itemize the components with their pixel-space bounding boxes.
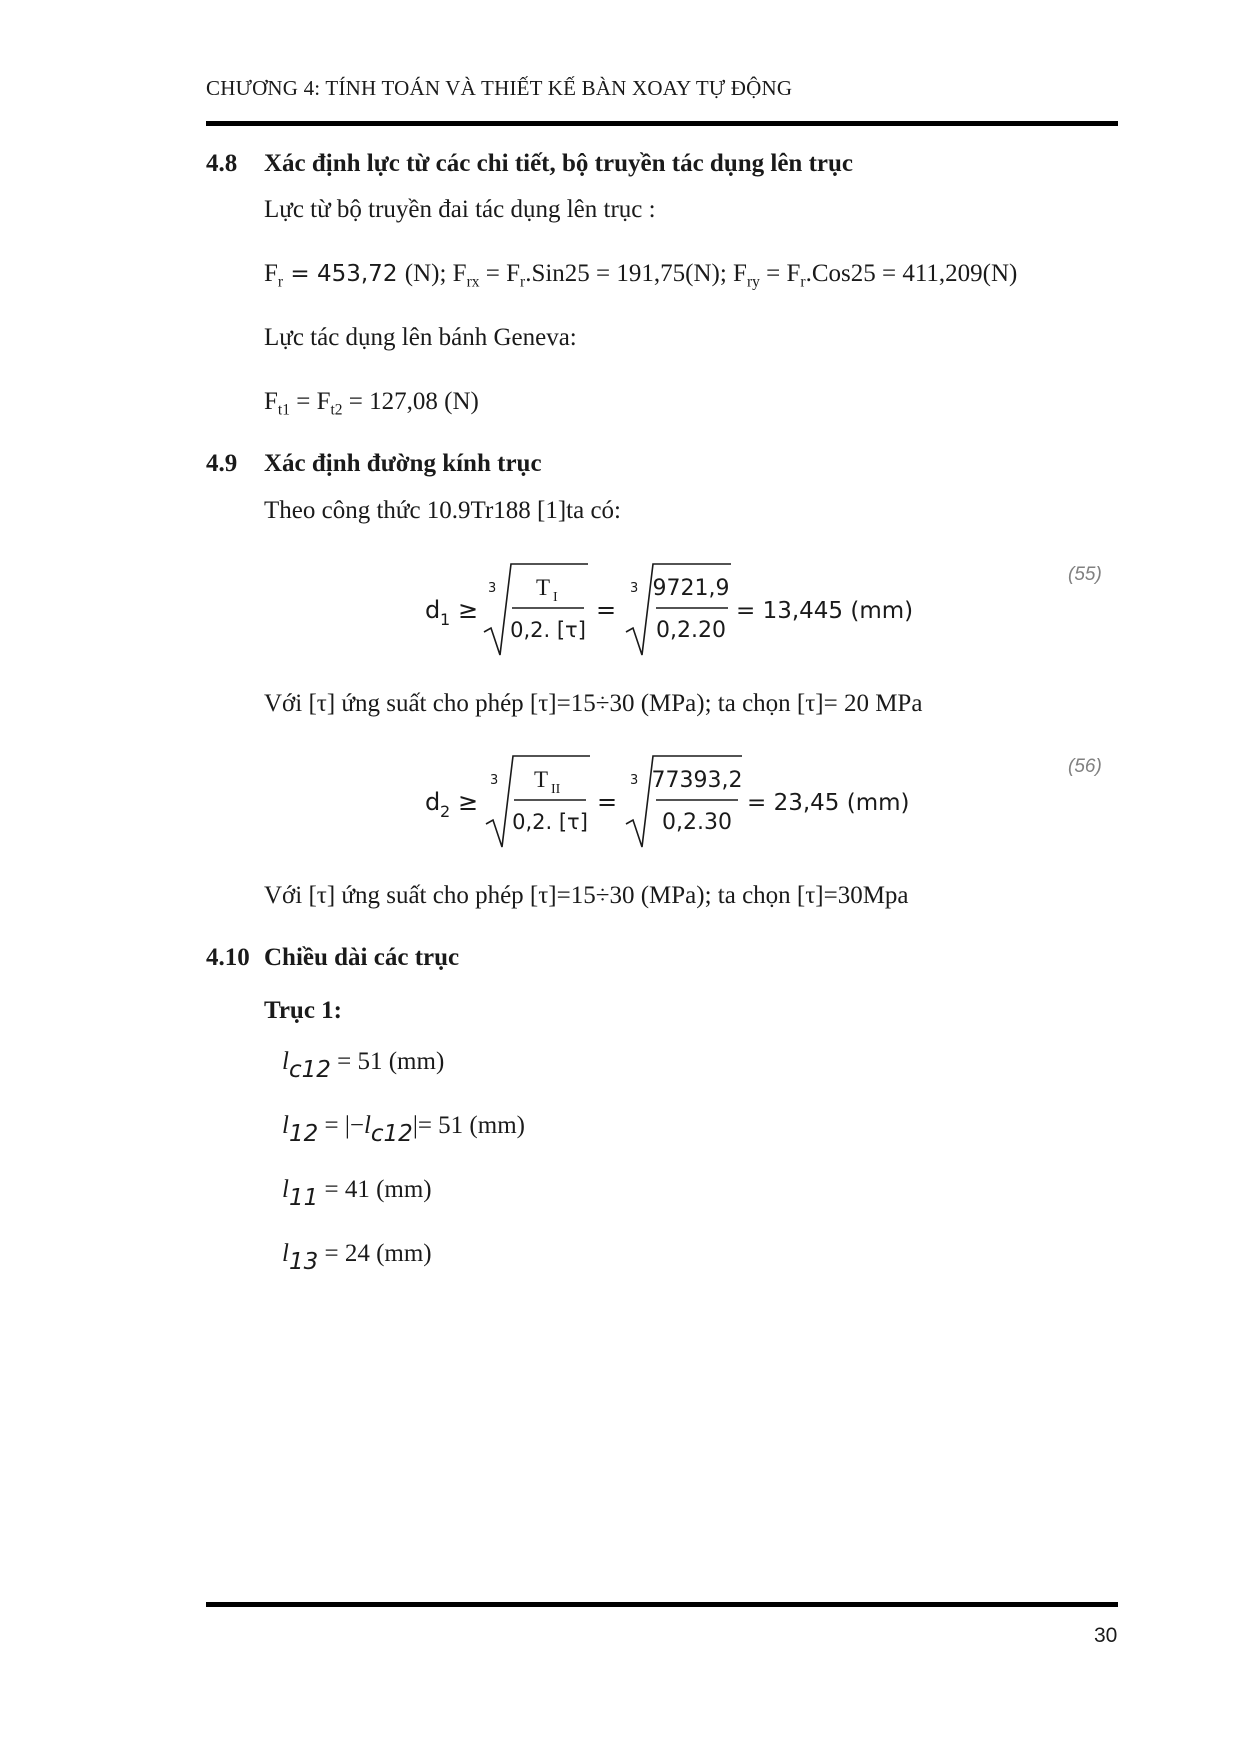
svg-text:≥: ≥: [458, 596, 479, 624]
svg-text:II: II: [551, 782, 561, 797]
svg-text:3: 3: [630, 773, 639, 788]
equation-number: (56): [1068, 756, 1102, 777]
svg-text:0,2.20: 0,2.20: [656, 618, 726, 643]
svg-text:2: 2: [440, 802, 451, 821]
section-number: 4.8: [206, 150, 238, 177]
length-line: $l_{12} = |-l_{c12}|= 51$ (mm): [282, 1112, 525, 1148]
svg-text:d: d: [425, 596, 441, 624]
paragraph: Với [τ] ứng suất cho phép [τ]=15÷30 (MPa); ta chọn [τ]=30Mpa: [264, 882, 909, 909]
section-4-8-heading: [206, 150, 853, 178]
paragraph: Với [τ] ứng suất cho phép [τ]=15÷30 (MPa); ta chọn [τ]= 20 MPa: [264, 690, 923, 717]
footer-rule: [206, 1602, 1118, 1607]
subheading: Trục 1:: [264, 997, 342, 1024]
svg-text:3: 3: [488, 581, 497, 596]
page-header-title: CHƯƠNG 4: TÍNH TOÁN VÀ THIẾT KẾ BÀN XOAY TỰ ĐỘNG: [206, 76, 793, 100]
svg-text:=: =: [597, 788, 618, 816]
section-number: 4.9: [206, 450, 238, 477]
svg-text:0,2. [τ]: 0,2. [τ]: [510, 618, 586, 642]
svg-text:T: T: [533, 767, 549, 792]
svg-text:d: d: [425, 788, 441, 816]
equation-56: [420, 752, 940, 852]
header-rule: [206, 121, 1118, 126]
paragraph: Theo công thức 10.9Tr188 [1]ta có:: [264, 497, 622, 524]
svg-text:1: 1: [440, 610, 451, 629]
equation-55: [420, 560, 940, 660]
svg-text:≥: ≥: [458, 788, 479, 816]
section-title: Chiều dài các trục: [264, 944, 460, 971]
section-4-9-heading: [206, 450, 542, 478]
page-number: 30: [1094, 1624, 1118, 1647]
svg-text:T: T: [535, 575, 551, 600]
equation-number: (55): [1068, 564, 1102, 585]
section-title: Xác định lực từ các chi tiết, bộ truyền tác dụng lên trục: [264, 150, 853, 177]
svg-text:3: 3: [490, 773, 499, 788]
svg-text:9721,9: 9721,9: [652, 576, 730, 601]
paragraph: Lực từ bộ truyền đai tác dụng lên trục :: [264, 196, 656, 223]
length-line: $l_{13} = 24$ (mm): [282, 1240, 432, 1276]
geneva-force-line: $F_{t1} = F_{t2} = 127,08$ (N): [264, 388, 479, 419]
paragraph: Lực tác dụng lên bánh Geneva:: [264, 324, 577, 351]
length-line: $l_{c12} = 51$ (mm): [282, 1048, 445, 1084]
svg-text:=: =: [596, 596, 617, 624]
force-equation-line: $F_r = 453,72$ (N); $F_{rx} = F_r.Sin25 = 191,75(N)$; $F_{ry} = F_r.Cos25 = 411,209(N)$: [264, 260, 1018, 291]
svg-text:77393,2: 77393,2: [651, 768, 743, 793]
svg-text:0,2. [τ]: 0,2. [τ]: [512, 810, 588, 834]
svg-text:= 23,45 (mm): = 23,45 (mm): [747, 790, 910, 816]
svg-text:I: I: [553, 590, 558, 605]
svg-text:3: 3: [630, 581, 639, 596]
section-title: Xác định đường kính trục: [264, 450, 542, 477]
section-4-10-heading: [206, 944, 459, 972]
length-line: $l_{11} = 41$ (mm): [282, 1176, 432, 1212]
section-number: 4.10: [206, 944, 250, 971]
svg-text:= 13,445 (mm): = 13,445 (mm): [736, 598, 914, 624]
svg-text:0,2.30: 0,2.30: [662, 810, 732, 835]
